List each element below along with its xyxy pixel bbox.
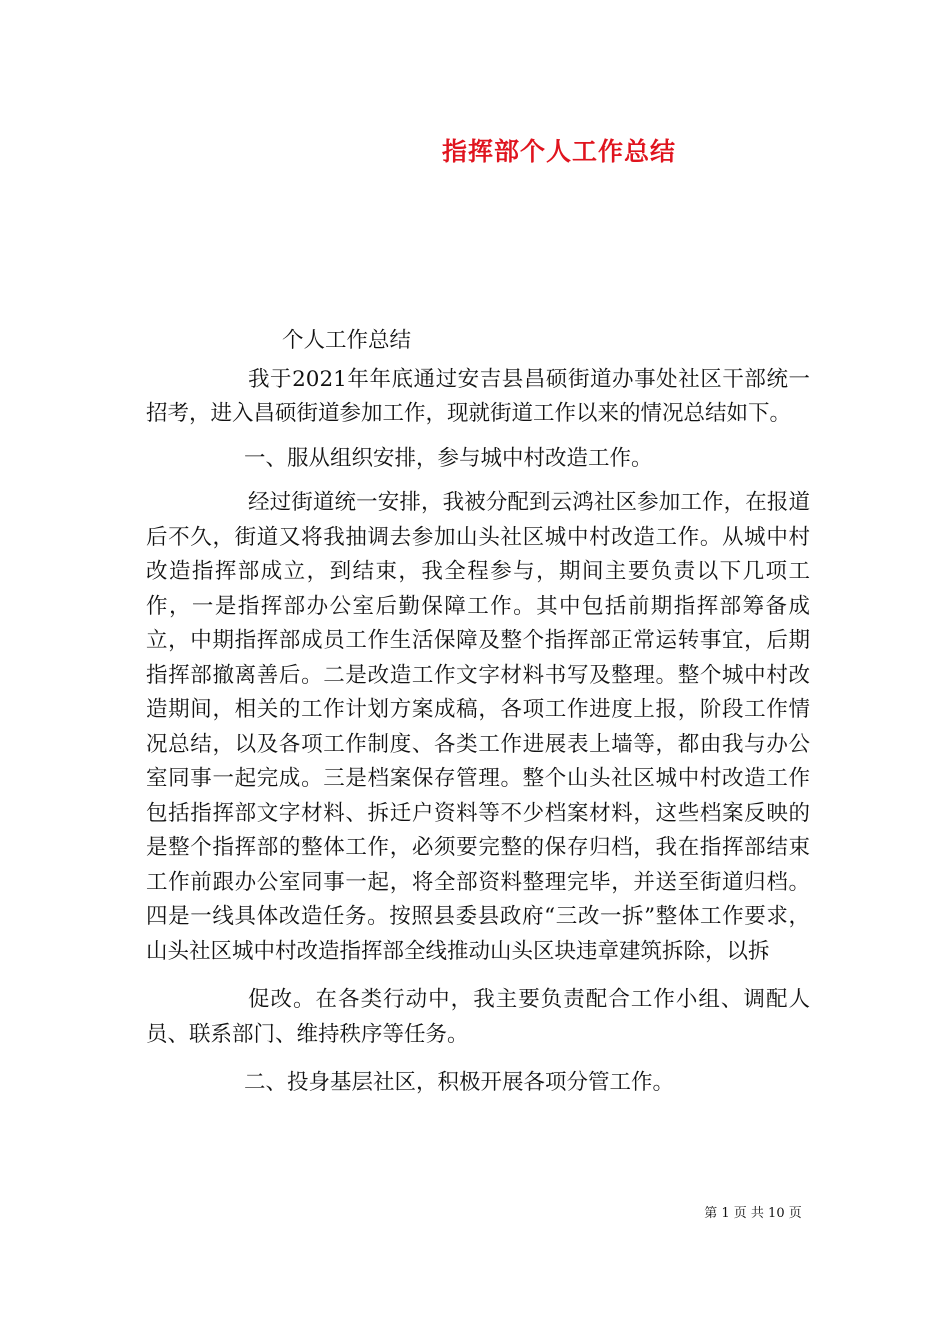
- page-footer: 第 1 页 共 10 页: [704, 1206, 802, 1221]
- paragraph-section-1-body: 经过街道统一安排，我被分配到云鸿社区参加工作，在报道后不久，街道又将我抽调去参加山头社区城中村改造工作。从城中村改造指挥部成立，到结束，我全程参与，期间主要负责以下几项工作，一是指挥部办公室后勤保障工作。其中包括前期指挥部筹备成立，中期指挥部成员工作生活保障及整个指挥部正常运转事宜，后期指挥部撤离善后。二是改造工作文字材料书写及整理。整个城中村改造期间，相关的工作计划方案成稿，各项工作进度上报，阶段工作情况总结，以及各项工作制度、各类工作进展表上墙等，都由我与办公室同事一起完成。三是档案保存管理。整个山头社区城中村改造工作包括指挥部文字材料、拆迁户资料等不少档案材料，这些档案反映的是整个指挥部的整体工作，必须要完整的保存归档，我在指挥部结束工作前跟办公室同事一起，将全部资料整理完毕，并送至街道归档。四是一线具体改造任务。按照县委县政府“三改一拆”整体工作要求，山头社区城中村改造指挥部全线推动山头区块违章建筑拆除，以拆: [146, 490, 810, 964]
- section-2-heading: 二、投身基层社区，积极开展各项分管工作。: [244, 1070, 675, 1095]
- section-1-heading: 一、服从组织安排，参与城中村改造工作。: [244, 445, 653, 471]
- paragraph-intro: 我于2021年年底通过安吉县昌硕街道办事处社区干部统一招考，进入昌硕街道参加工作，现就街道工作以来的情况总结如下。: [146, 366, 810, 426]
- document-subtitle: 个人工作总结: [282, 328, 412, 353]
- paragraph-section-1-continued: 促改。在各类行动中，我主要负责配合工作小组、调配人员、联系部门、维持秩序等任务。: [146, 987, 810, 1047]
- document-body: [146, 324, 810, 1101]
- page-title: 指挥部个人工作总结: [441, 137, 676, 166]
